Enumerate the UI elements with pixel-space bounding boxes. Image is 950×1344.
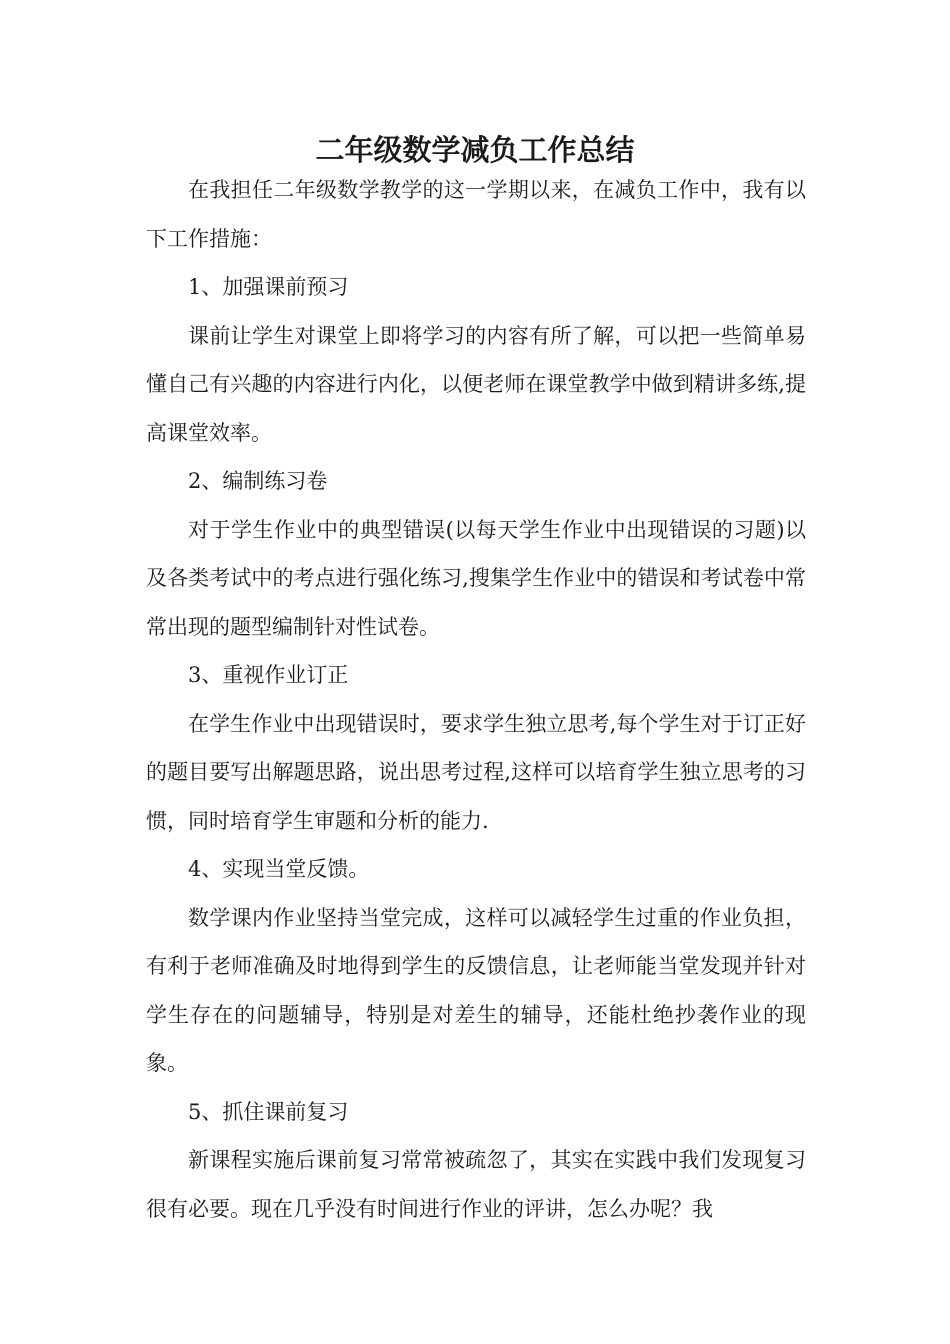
document-body: [146, 166, 806, 1233]
paragraph-2: 对于学生作业中的典型错误(以每天学生作业中出现错误的习题)以及各类考试中的考点进行强化练习,搜集学生作业中的错误和考试卷中常常出现的题型编制针对性试卷。: [146, 517, 806, 639]
section-heading-2: 2、编制练习卷: [188, 469, 328, 493]
paragraph-1: 课前让学生对课堂上即将学习的内容有所了解，可以把一些简单易懂自己有兴趣的内容进行内化，以便老师在课堂教学中做到精讲多练,提高课堂效率。: [146, 323, 806, 445]
section-heading-1: 1、加强课前预习: [188, 275, 349, 299]
paragraph-5: 新课程实施后课前复习常常被疏忽了，其实在实践中我们发现复习很有必要。现在几乎没有时间进行作业的评讲，怎么办呢？我: [146, 1148, 806, 1221]
document-title: 二年级数学减负工作总结: [315, 133, 635, 167]
paragraph-intro: 在我担任二年级数学教学的这一学期以来，在减负工作中，我有以下工作措施：: [146, 178, 806, 251]
section-heading-3: 3、重视作业订正: [188, 663, 349, 687]
section-heading-5: 5、抓住课前复习: [188, 1099, 349, 1124]
section-heading-4: 4、实现当堂反馈。: [188, 857, 370, 881]
paragraph-4: 数学课内作业坚持当堂完成，这样可以减轻学生过重的作业负担，有利于老师准确及时地得到学生的反馈信息，让老师能当堂发现并针对学生存在的问题辅导，特别是对差生的辅导，还能杜绝抄袭作业的现象。: [146, 905, 806, 1075]
paragraph-3: 在学生作业中出现错误时，要求学生独立思考,每个学生对于订正好的题目要写出解题思路，说出思考过程,这样可以培育学生独立思考的习惯，同时培育学生审题和分析的能力.: [146, 711, 806, 833]
